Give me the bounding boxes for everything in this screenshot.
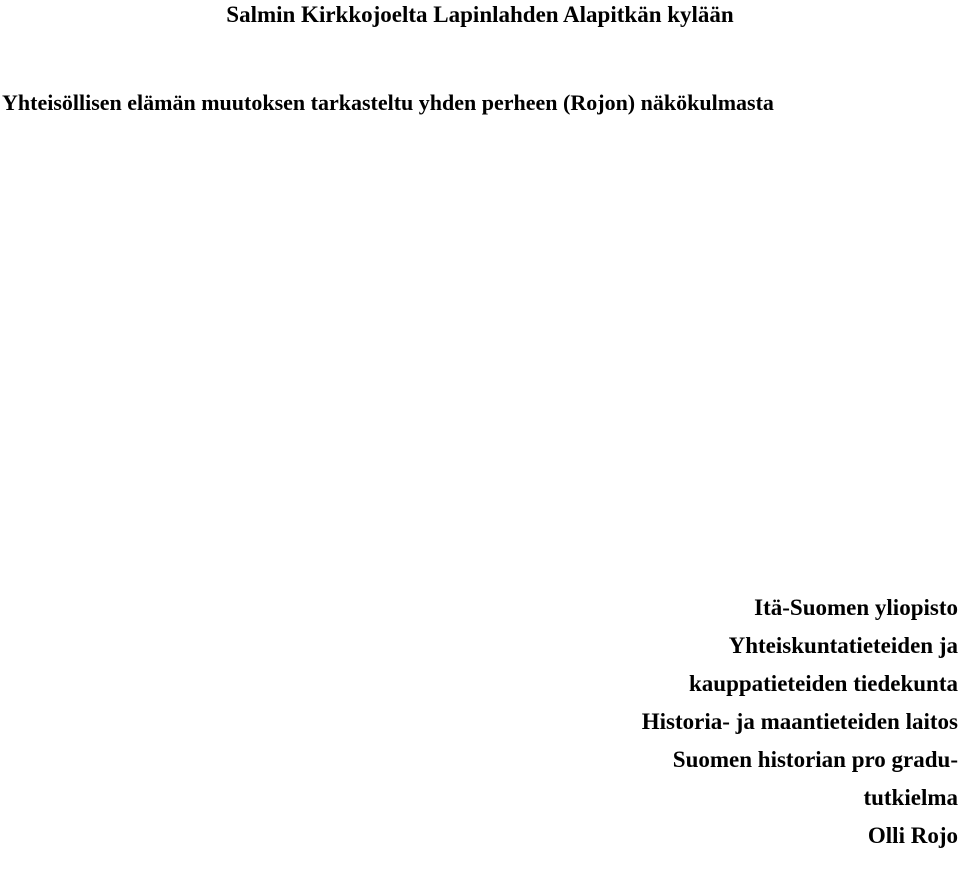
info-university: Itä-Suomen yliopisto <box>754 595 958 620</box>
info-author: Olli Rojo <box>867 823 958 848</box>
document-subtitle: Yhteisöllisen elämän muutoksen tarkasteltu yhden perheen (Rojon) näkökulmasta <box>2 90 774 115</box>
info-faculty-line-2: kauppatieteiden tiedekunta <box>688 671 958 696</box>
info-thesis-line-1: Suomen historian pro gradu- <box>672 747 958 772</box>
info-department: Historia- ja maantieteiden laitos <box>641 709 958 734</box>
author-info-block <box>458 589 958 855</box>
info-faculty-line-1: Yhteiskuntatieteiden ja <box>728 633 958 658</box>
info-thesis-line-2: tutkielma <box>863 785 958 810</box>
document-title: Salmin Kirkkojoelta Lapinlahden Alapitkän kylään <box>226 2 734 27</box>
